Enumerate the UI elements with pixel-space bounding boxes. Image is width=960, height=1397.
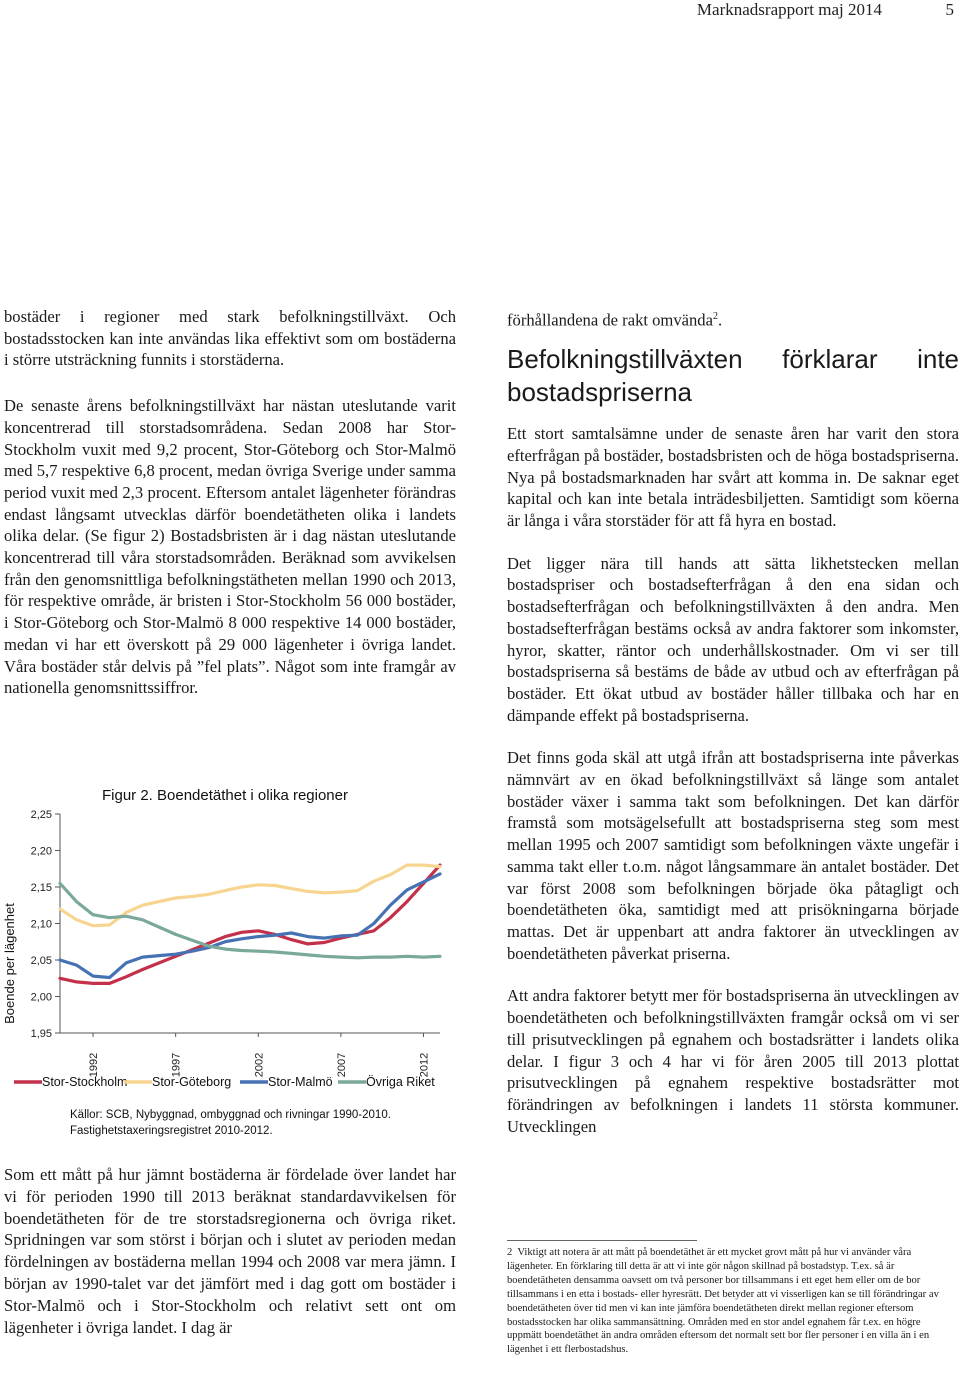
right-intro-end: . bbox=[717, 310, 723, 330]
report-title: Marknadsrapport maj 2014 bbox=[696, 0, 882, 19]
x-tick-label: 2012 bbox=[418, 1052, 431, 1078]
footnote-text: Viktigt att notera är att mått på boendetäthet är ett mycket grovt mått på hur vi använder våra lägenheter. En förklaring till detta är att vi inte gör någon skillnad på bostadstyp. T.ex. så är boendetätheten densamma oavsett om två personer bor tillsammans i ett eget hem eller om de bor tillsammans i en etta i bostads- eller hyresrätt. Det betyder att vi visserligen kan se till förändringar av boendetätheten över tid men vi kan inte jämföra boendetätheten direkt mellan regioner eftersom bostadsstocken har olika sammansättning. Områden med en stor andel egnahem får t.ex. en högre uppmätt boendetäthet än andra områden eftersom det normalt sett bor fler personer i en villa än i en lägenhet i ett flerbostadshus. bbox=[507, 1247, 939, 1356]
right-intro-text: förhållandena de rakt omvända bbox=[507, 310, 713, 330]
x-tick-label: 1992 bbox=[88, 1052, 101, 1078]
y-axis-label: Boende per lägenhet bbox=[2, 903, 17, 1024]
chart-canvas bbox=[0, 778, 460, 1148]
left-paragraph-2: De senaste årens befolkningstillväxt har nästan uteslutande varit koncentrerad till storstadsområdena. Sedan 2008 har Stor-Stockholm vuxit med 9,2 procent, Stor-Göteborg och Stor-Malmö med 5,7 respektive 6,8 procent, medan övriga Sverige under samma period vuxit med 2,3 procent. Eftersom antalet lägenheter förändras endast långsamt utvecklas därför boendetätheten olika i landets olika delar. (Se figur 2) Bostadsbristen är i dag nästan uteslutande koncentrerad till våra storstadsområden. Beräknad som avvikelsen från den genomsnittliga befolkningstätheten mellan 1990 och 2013, för respektive område, är bristen i Stor-Stockholm 56 000 bostäder, i Stor-Göteborg och Stor-Malmö 8 000 respektive 14 000 bostäder, medan vi har ett överskott på 29 000 lägenheter i övriga landet. Våra bostäder står delvis på ”fel plats”. Något som inte framgår av nationella genomsnittssiffror. bbox=[4, 396, 456, 698]
footnote-rule bbox=[507, 1240, 697, 1241]
y-tick-label: 2,15 bbox=[30, 882, 52, 894]
right-paragraph-2: Det ligger nära till hands att sätta likhetstecken mellan bostadspriser och bostadsefterfrågan å den ena sidan och bostadsefterfrågan och befolkningstillväxten å den andra. Men bostadsefterfrågan bestäms också av andra faktorer som inkomster, hyror, skatter, räntor och underhållskostnader. Om vi ser till bostadspriserna så bestäms de både av utbud och av efterfrågan på bostäder. Ett ökat utbud av bostäder håller tillbaka och har en dämpande effekt på bostadspriserna. bbox=[507, 553, 959, 725]
legend-label: Stor-Göteborg bbox=[152, 1075, 232, 1089]
x-tick-label: 1997 bbox=[170, 1052, 183, 1078]
y-tick-label: 2,00 bbox=[30, 991, 52, 1004]
chart-source-line-1: Källor: SCB, Nybyggnad, ombyggnad och rivningar 1990-2010. bbox=[70, 1109, 391, 1121]
section-heading: Befolkningstillväxten förklarar inte bostadspriserna bbox=[507, 344, 959, 408]
left-column bbox=[4, 306, 456, 720]
y-tick-label: 1,95 bbox=[30, 1028, 52, 1040]
x-tick-label: 2007 bbox=[335, 1052, 348, 1078]
series-line-stor-malmö bbox=[60, 874, 440, 978]
page-header bbox=[0, 0, 960, 24]
right-paragraph-3: Det finns goda skäl att utgå ifrån att bostadspriserna inte påverkas nämnvärt av en ökad befolkningstillväxt så länge som antalet bostäder växer i samma takt som befolkningen. Det kan därför framstå som motsägelsefullt att bostadspriserna steg som mest mellan 1995 och 2007 samtidigt som befolkningen växte ungefär i samma takt eller t.o.m. något långsammare än antalet bostäder. Det var först 2008 som befolkningen började öka påtagligt och boendetätheten öka, samtidigt med att prisökningarna började mattas. Det är uppenbart att andra faktorer än utvecklingen av boendetätheten påverkat priserna. bbox=[507, 748, 959, 963]
right-intro bbox=[507, 306, 959, 331]
right-paragraph-1: Ett stort samtalsämne under de senaste åren har varit den stora efterfrågan på bostäder, bostadsbristen och de höga bostadspriserna. Nya på bostadsmarknaden har svårt att komma in. De saknar eget kapital och kan inte betala inträdesbiljetten. Samtidigt som köerna är långa i våra storstäder för att få hyra en bostad. bbox=[507, 424, 959, 531]
right-column bbox=[507, 306, 959, 1158]
legend-label: Stor-Stockholm bbox=[42, 1075, 128, 1089]
series-line-stor-stockholm bbox=[60, 865, 440, 983]
y-tick-label: 2,25 bbox=[30, 809, 52, 821]
page-number: 5 bbox=[945, 0, 954, 19]
footnote bbox=[507, 1240, 957, 1357]
footnote-number: 2 bbox=[507, 1247, 513, 1258]
x-tick-label: 2002 bbox=[253, 1052, 266, 1078]
legend-label: Stor-Malmö bbox=[268, 1075, 333, 1089]
left-paragraph-1: bostäder i regioner med stark befolkningstillväxt. Och bostadsstocken kan inte användas lika effektivt som om bostäderna i större utsträckning funnits i storstäderna. bbox=[4, 307, 456, 370]
y-tick-label: 2,20 bbox=[30, 845, 52, 858]
y-tick-label: 2,10 bbox=[30, 918, 52, 931]
y-tick-label: 2,05 bbox=[30, 955, 52, 967]
chart-title: Figur 2. Boendetäthet i olika regioner bbox=[102, 787, 348, 804]
legend-label: Övriga Riket bbox=[366, 1075, 435, 1089]
footnote-ref: 2 bbox=[712, 311, 718, 322]
left-paragraph-after-chart: Som ett mått på hur jämnt bostäderna är fördelade över landet har vi för perioden 1990 till 2013 beräknat standardavvikelsen för boendetätheten för de tre storstadsregionerna och övriga riket. Spridningen var som störst i början och i slutet av perioden medan fördelningen av bostäderna mellan 1994 och 2008 var mera jämn. I början av 1990-talet var det jämfört med i dag gott om bostäder i Stor-Malmö och i Stor-Stockholm och relativt sett ont om lägenheter i övriga landet. I dag är bbox=[4, 1165, 456, 1337]
right-paragraph-4: Att andra faktorer betytt mer för bostadspriserna än utvecklingen av boendetätheten och befolkningstillväxten framgår också om vi ser till prisutvecklingen på egnahem och bostadsrätter i landets olika delar. I figur 3 och 4 har vi för åren 2005 till 2013 plottat prisutvecklingen på egnahem respektive bostadsrätter mot förändringen av befolkningen i landets 11 största kommuner. Utvecklingen bbox=[507, 986, 959, 1136]
figure-2-chart bbox=[0, 778, 460, 1148]
chart-source-line-2: Fastighetstaxeringsregistret 2010-2012. bbox=[70, 1125, 273, 1137]
